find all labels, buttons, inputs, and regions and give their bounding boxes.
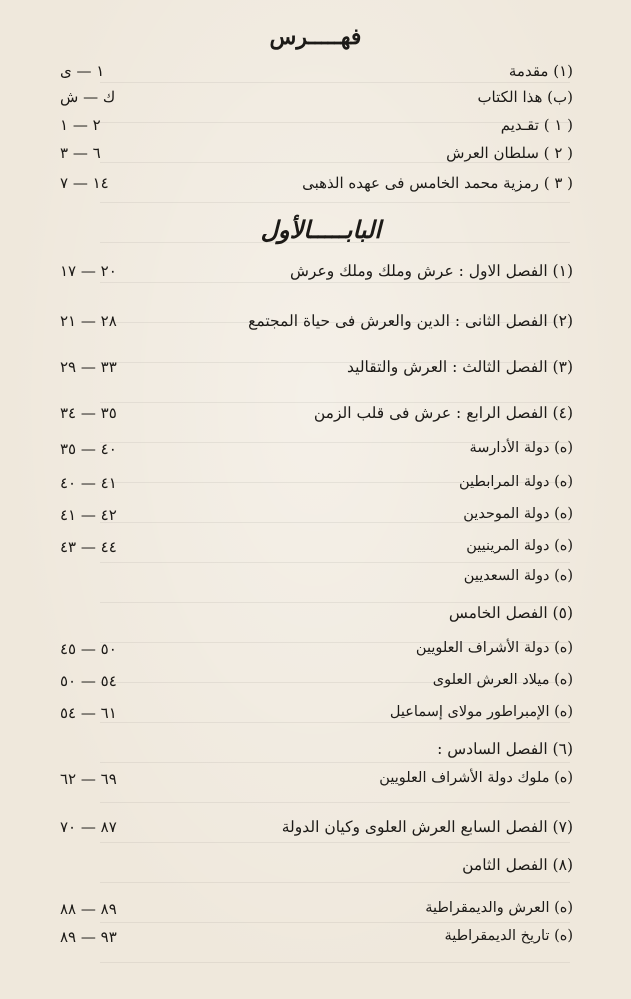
toc-entry-text: ( ١ ) تقـديم xyxy=(500,116,573,134)
toc-entry-text: (ه) ميلاد العرش العلوى xyxy=(432,672,573,688)
toc-entry-text: (ه) العرش والديمقراطية xyxy=(425,900,573,916)
toc-chapter-text: (٤) الفصل الرابع : عرش فى قلب الزمن xyxy=(313,404,573,422)
toc-row xyxy=(0,704,631,732)
toc-entry-pages: ٥٤ — ٥٠ xyxy=(60,672,117,690)
toc-chapter-text: (٣) الفصل الثالث : العرش والتقاليد xyxy=(347,358,573,376)
toc-entry-text: (ه) الإمبراطور مولاى إسماعيل xyxy=(389,704,573,720)
toc-row xyxy=(0,568,631,596)
toc-row xyxy=(0,262,631,290)
toc-row xyxy=(0,404,631,432)
toc-entry-text: (ه) دولة المرينيين xyxy=(466,538,573,554)
page-title: فهـــــرس xyxy=(269,24,362,50)
toc-entry-pages: ٢٠ — ١٧ xyxy=(60,262,117,280)
toc-entry-pages: ٣٣ — ٢٩ xyxy=(60,358,117,376)
toc-row xyxy=(0,358,631,386)
toc-entry-pages: ٤٢ — ٤١ xyxy=(60,506,117,524)
toc-entry-pages: ٤٤ — ٤٣ xyxy=(60,538,117,556)
toc-row xyxy=(0,928,631,956)
toc-entry-text: (ه) دولة المرابطين xyxy=(459,474,573,490)
toc-entry-pages: ١ — ى xyxy=(60,62,105,80)
toc-row xyxy=(0,818,631,846)
toc-entry-text: (ه) دولة الأدارسة xyxy=(469,440,573,456)
toc-entry-pages: ك — ش xyxy=(60,88,116,106)
toc-chapter-text: (٨) الفصل الثامن xyxy=(462,856,573,874)
toc-entry-pages: ٢ — ١ xyxy=(60,116,101,134)
toc-entry-text: ( ٢ ) سلطان العرش xyxy=(446,144,573,162)
toc-row xyxy=(0,116,631,144)
toc-entry-pages: ٢٨ — ٢١ xyxy=(60,312,117,330)
toc-entry-text: (ه) دولة الموحدين xyxy=(463,506,573,522)
toc-entry-pages: ٩٣ — ٨٩ xyxy=(60,928,117,946)
toc-row xyxy=(0,506,631,534)
toc-entry-text: ( ٣ ) رمزية محمد الخامس فى عهده الذهبى xyxy=(302,174,573,192)
toc-entry-pages: ٦١ — ٥٤ xyxy=(60,704,117,722)
toc-entry-pages: ١٤ — ٧ xyxy=(60,174,109,192)
toc-row xyxy=(0,174,631,202)
toc-chapter-text: (١) الفصل الاول : عرش وملك وملك وعرش xyxy=(290,262,573,280)
toc-row xyxy=(0,62,631,90)
toc-entry-text: (ه) دولة السعديين xyxy=(463,568,573,584)
toc-entry-text: (ه) ملوك دولة الأشراف العلويين xyxy=(379,770,573,786)
toc-entry-pages: ٤٠ — ٣٥ xyxy=(60,440,117,458)
toc-entry-pages: ٨٧ — ٧٠ xyxy=(60,818,117,836)
toc-row xyxy=(0,672,631,700)
toc-entry-pages: ٦ — ٣ xyxy=(60,144,101,162)
toc-row xyxy=(0,538,631,566)
toc-row xyxy=(0,474,631,502)
toc-entry-text: (ه) تاريخ الديمقراطية xyxy=(444,928,573,944)
toc-chapter-text: (٢) الفصل الثانى : الدين والعرش فى حياة المجتمع xyxy=(248,312,573,330)
toc-chapter-text: (٧) الفصل السابع العرش العلوى وكيان الدولة xyxy=(281,818,573,836)
toc-row xyxy=(0,770,631,798)
toc-row xyxy=(0,88,631,116)
toc-entry-pages: ٥٠ — ٤٥ xyxy=(60,640,117,658)
section-heading: البابـــــالأول xyxy=(260,215,381,244)
toc-entry-text: (ب) هذا الكتاب xyxy=(477,88,573,106)
toc-row xyxy=(0,604,631,632)
toc-chapter-text: (٥) الفصل الخامس xyxy=(448,604,573,622)
toc-entry-pages: ٤١ — ٤٠ xyxy=(60,474,117,492)
toc-entry-pages: ٣٥ — ٣٤ xyxy=(60,404,117,422)
toc-entry-text: (ه) دولة الأشراف العلويين xyxy=(415,640,573,656)
toc-entry-text: (١) مقدمة xyxy=(508,62,573,80)
toc-row xyxy=(0,856,631,884)
toc-entry-pages: ٨٩ — ٨٨ xyxy=(60,900,117,918)
toc-entry-pages: ٦٩ — ٦٢ xyxy=(60,770,117,788)
toc-row xyxy=(0,312,631,340)
toc-chapter-text: (٦) الفصل السادس : xyxy=(437,740,573,758)
toc-row xyxy=(0,900,631,928)
toc-row xyxy=(0,740,631,768)
toc-row xyxy=(0,144,631,172)
toc-row xyxy=(0,640,631,668)
toc-row xyxy=(0,440,631,468)
